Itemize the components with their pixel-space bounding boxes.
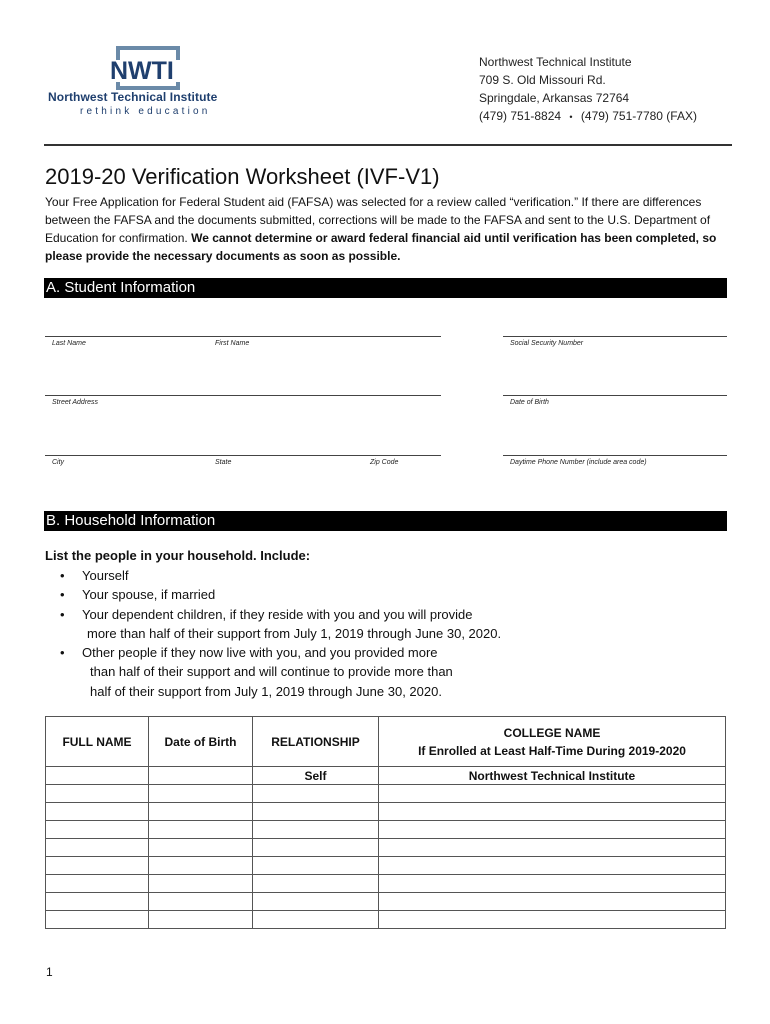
list-item-text: Your dependent children, if they reside with you and you will provide [82, 606, 473, 622]
cell-college: Northwest Technical Institute [379, 767, 726, 785]
table-row [46, 821, 726, 839]
cell-full-name[interactable] [46, 893, 149, 911]
table-row [46, 803, 726, 821]
cell-full-name[interactable] [46, 767, 149, 785]
table-row [46, 875, 726, 893]
bullet-icon: • [60, 568, 65, 583]
cell-full-name[interactable] [46, 857, 149, 875]
section-b-heading-text: B. Household Information [46, 512, 216, 529]
name-line[interactable] [45, 336, 441, 337]
section-a-heading-text: A. Student Information [46, 279, 196, 296]
cell-full-name[interactable] [46, 839, 149, 857]
intro-paragraph [45, 193, 735, 265]
cell-relationship: Self [253, 767, 379, 785]
cell-relationship[interactable] [253, 803, 379, 821]
label-ssn: Social Security Number [510, 340, 584, 347]
cell-dob[interactable] [149, 821, 253, 839]
cell-dob[interactable] [149, 803, 253, 821]
cell-dob[interactable] [149, 875, 253, 893]
cell-dob[interactable] [149, 785, 253, 803]
cell-dob[interactable] [149, 767, 253, 785]
label-last-name: Last Name [52, 340, 86, 347]
list-item-text: Your spouse, if married [82, 587, 216, 603]
cell-dob[interactable] [149, 839, 253, 857]
bullet-icon: • [60, 645, 65, 661]
label-state: State [215, 459, 232, 466]
ssn-line[interactable] [503, 336, 727, 337]
logo-tagline: rethink education [80, 106, 211, 117]
cell-dob[interactable] [149, 893, 253, 911]
list-item-text: Other people if they now live with you, and you provided more [82, 645, 438, 661]
cell-relationship[interactable] [253, 857, 379, 875]
col-college-name-line2: If Enrolled at Least Half-Time During 2019-2020 [418, 743, 686, 758]
address-line-1: Northwest Technical Institute [479, 55, 632, 69]
cell-full-name[interactable] [46, 875, 149, 893]
list-item [60, 605, 580, 624]
section-b-heading [44, 511, 727, 531]
household-bullet-list [60, 566, 580, 701]
page-number: 1 [46, 965, 53, 979]
cell-full-name[interactable] [46, 803, 149, 821]
table-row [46, 767, 726, 785]
separator-dot: • [569, 112, 573, 122]
address-line-3: Springdale, Arkansas 72764 [479, 91, 630, 105]
cell-dob[interactable] [149, 911, 253, 929]
cell-college[interactable] [379, 839, 726, 857]
cell-college[interactable] [379, 785, 726, 803]
label-zip: Zip Code [370, 459, 399, 466]
col-date-of-birth: Date of Birth [149, 717, 253, 767]
logo-name: Northwest Technical Institute [48, 90, 218, 104]
cell-relationship[interactable] [253, 839, 379, 857]
institution-address [479, 53, 697, 126]
phone-line[interactable] [503, 455, 727, 456]
fax-number: (479) 751-7780 (FAX) [580, 109, 697, 123]
list-item-continuation: half of their support from July 1, 2019 through June 30, 2020. [90, 683, 442, 699]
label-city: City [52, 459, 65, 466]
col-relationship: RELATIONSHIP [253, 717, 379, 767]
cell-relationship[interactable] [253, 893, 379, 911]
list-item [60, 643, 580, 662]
cell-relationship[interactable] [253, 785, 379, 803]
city-state-zip-line[interactable] [45, 455, 441, 456]
address-line-2: 709 S. Old Missouri Rd. [479, 73, 606, 87]
label-dob: Date of Birth [510, 399, 549, 406]
cell-college[interactable] [379, 857, 726, 875]
household-list-heading: List the people in your household. Include: [45, 548, 311, 563]
intro-text: Your Free Application for Federal Student aid (FAFSA) was selected for a review called “verification.” If there are differences between the FAFSA and the documents submitted, corrections will be made to the FAFSA and sent to the U.S. Department of Education for confirmation. [45, 195, 711, 245]
col-college-name [379, 717, 726, 767]
cell-full-name[interactable] [46, 785, 149, 803]
bullet-icon: • [60, 606, 65, 622]
label-phone: Daytime Phone Number (include area code) [510, 459, 647, 466]
list-item-text: Yourself [82, 568, 129, 583]
list-item [60, 585, 580, 604]
logo-monogram: NWTI [110, 57, 174, 85]
cell-relationship[interactable] [253, 821, 379, 839]
col-college-name-line1: COLLEGE NAME [503, 725, 601, 740]
cell-full-name[interactable] [46, 821, 149, 839]
cell-college[interactable] [379, 893, 726, 911]
table-row [46, 911, 726, 929]
list-item-continuation: more than half of their support from July 1, 2019 through June 30, 2020. [87, 625, 502, 641]
intro-bold-text: We cannot determine or award federal financial aid until verification has been completed, so please provide the necessary documents as soon as possible. [45, 231, 717, 263]
household-table [45, 716, 726, 929]
table-header-row [46, 717, 726, 767]
header-divider [44, 144, 732, 146]
table-row [46, 857, 726, 875]
label-street: Street Address [52, 399, 99, 406]
table-row [46, 785, 726, 803]
cell-college[interactable] [379, 911, 726, 929]
cell-college[interactable] [379, 803, 726, 821]
address-phones [479, 107, 697, 126]
section-a-heading [44, 278, 727, 298]
list-item-continuation: than half of their support and will continue to provide more than [90, 664, 453, 680]
cell-dob[interactable] [149, 857, 253, 875]
table-row [46, 839, 726, 857]
col-full-name: FULL NAME [46, 717, 149, 767]
cell-college[interactable] [379, 821, 726, 839]
cell-relationship[interactable] [253, 911, 379, 929]
phone-number: (479) 751-8824 [479, 109, 562, 123]
bullet-icon: • [60, 587, 65, 603]
cell-relationship[interactable] [253, 875, 379, 893]
cell-full-name[interactable] [46, 911, 149, 929]
dob-line[interactable] [503, 395, 727, 396]
cell-college[interactable] [379, 875, 726, 893]
list-item [60, 566, 580, 585]
label-first-name: First Name [215, 340, 250, 347]
table-row [46, 893, 726, 911]
page-title: 2019-20 Verification Worksheet (IVF-V1) [45, 164, 440, 189]
street-line[interactable] [45, 395, 441, 396]
